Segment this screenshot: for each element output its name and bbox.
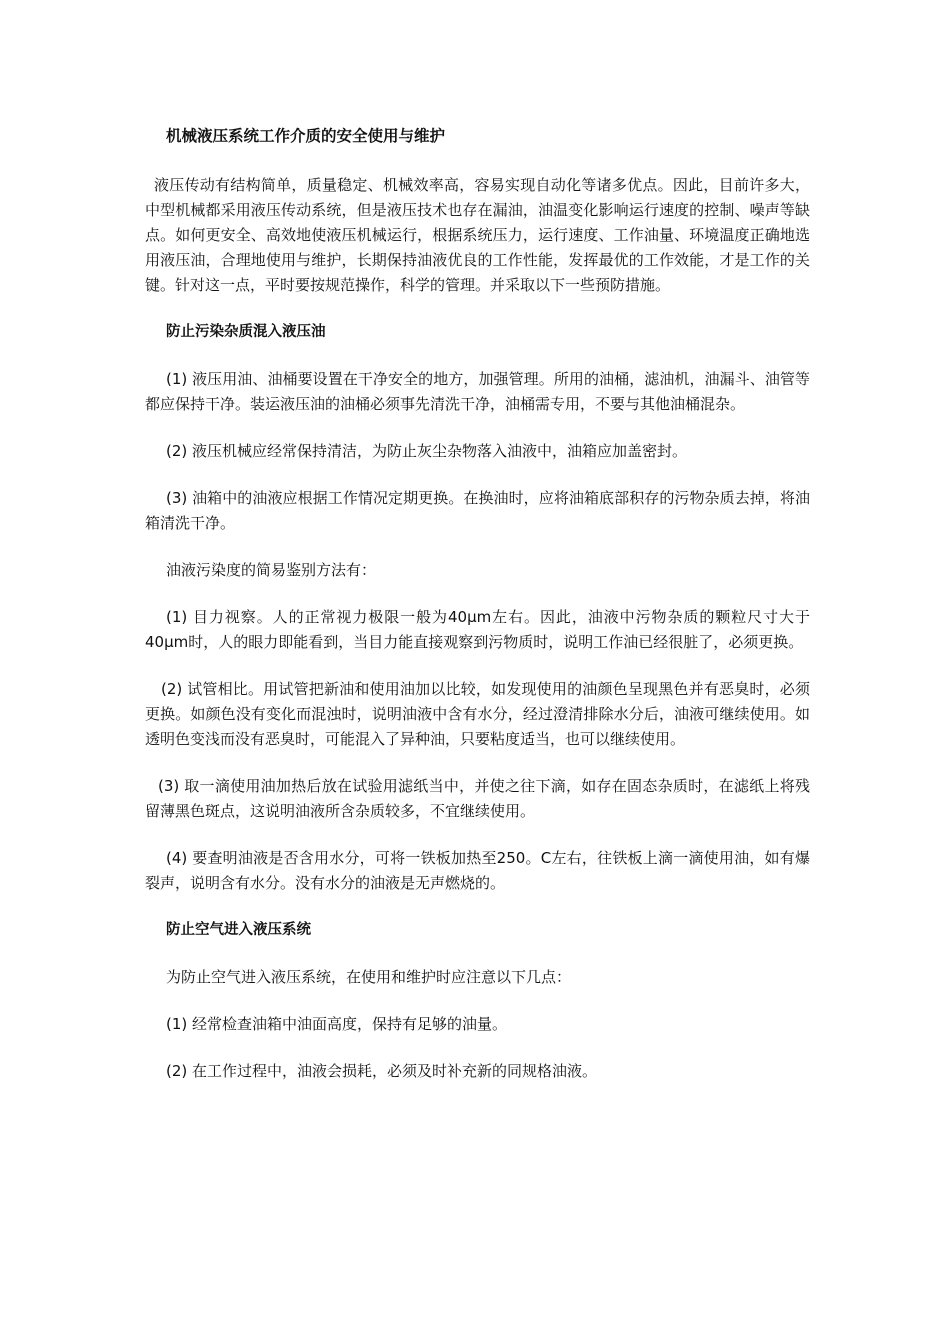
detection-method-2: (2) 试管相比。用试管把新油和使用油加以比较，如发现使用的油颜色呈现黑色并有恶臭时，必须更换。如颜色没有变化而混浊时，说明油液中含有水分，经过澄清排除水分后，油液可继续使用。如透明色变浅而没有恶臭时，可能混入了异种油，只要粘度适当，也可以继续使用。	[145, 680, 810, 748]
document-body	[145, 124, 810, 1084]
contamination-item-2: (2) 液压机械应经常保持清洁，为防止灰尘杂物落入油液中，油箱应加盖密封。	[166, 442, 688, 460]
section-heading-air: 防止空气进入液压系统	[166, 922, 311, 938]
air-item-1: (1) 经常检查油箱中油面高度，保持有足够的油量。	[166, 1015, 508, 1033]
section-heading-contamination: 防止污染杂质混入液压油	[166, 324, 326, 340]
air-item-2: (2) 在工作过程中，油液会损耗，必须及时补充新的同规格油液。	[166, 1062, 598, 1080]
air-prevention-intro: 为防止空气进入液压系统，在使用和维护时应注意以下几点：	[166, 968, 572, 986]
detection-method-1: (1) 目力视察。人的正常视力极限一般为40μm左右。因此，油液中污物杂质的颗粒尺寸大于40μm时，人的眼力即能看到，当目力能直接观察到污物质时，说明工作油已经很脏了，必须更换。	[145, 608, 810, 651]
detection-method-4: (4) 要查明油液是否含用水分，可将一铁板加热至250。C左右，往铁板上滴一滴使用油，如有爆裂声，说明含有水分。没有水分的油液是无声燃烧的。	[145, 849, 810, 892]
detection-method-3: (3) 取一滴使用油加热后放在试验用滤纸当中，并使之往下滴，如存在固态杂质时，在滤纸上将残留薄黑色斑点，这说明油液所含杂质较多，不宜继续使用。	[145, 777, 810, 820]
detection-methods-intro: 油液污染度的简易鉴别方法有：	[166, 561, 377, 579]
document-title: 机械液压系统工作介质的安全使用与维护	[166, 127, 446, 145]
contamination-item-3: (3) 油箱中的油液应根据工作情况定期更换。在换油时，应将油箱底部积存的污物杂质去掉，将油箱清洗干净。	[145, 489, 810, 532]
contamination-item-1: (1) 液压用油、油桶要设置在干净安全的地方，加强管理。所用的油桶，滤油机，油漏斗、油管等都应保持干净。装运液压油的油桶必须事先清洗干净，油桶需专用，不要与其他油桶混杂。	[145, 370, 810, 413]
intro-paragraph: 液压传动有结构简单，质量稳定、机械效率高，容易实现自动化等诸多优点。因此，目前许多大，中型机械都采用液压传动系统，但是液压技术也存在漏油，油温变化影响运行速度的控制、噪声等缺点。如何更安全、高效地使液压机械运行，根据系统压力，运行速度、工作油量、环境温度正确地选用液压油，合理地使用与维护，长期保持油液优良的工作性能，发挥最优的工作效能，才是工作的关键。针对这一点，平时要按规范操作，科学的管理。并采取以下一些预防措施。	[145, 176, 810, 294]
